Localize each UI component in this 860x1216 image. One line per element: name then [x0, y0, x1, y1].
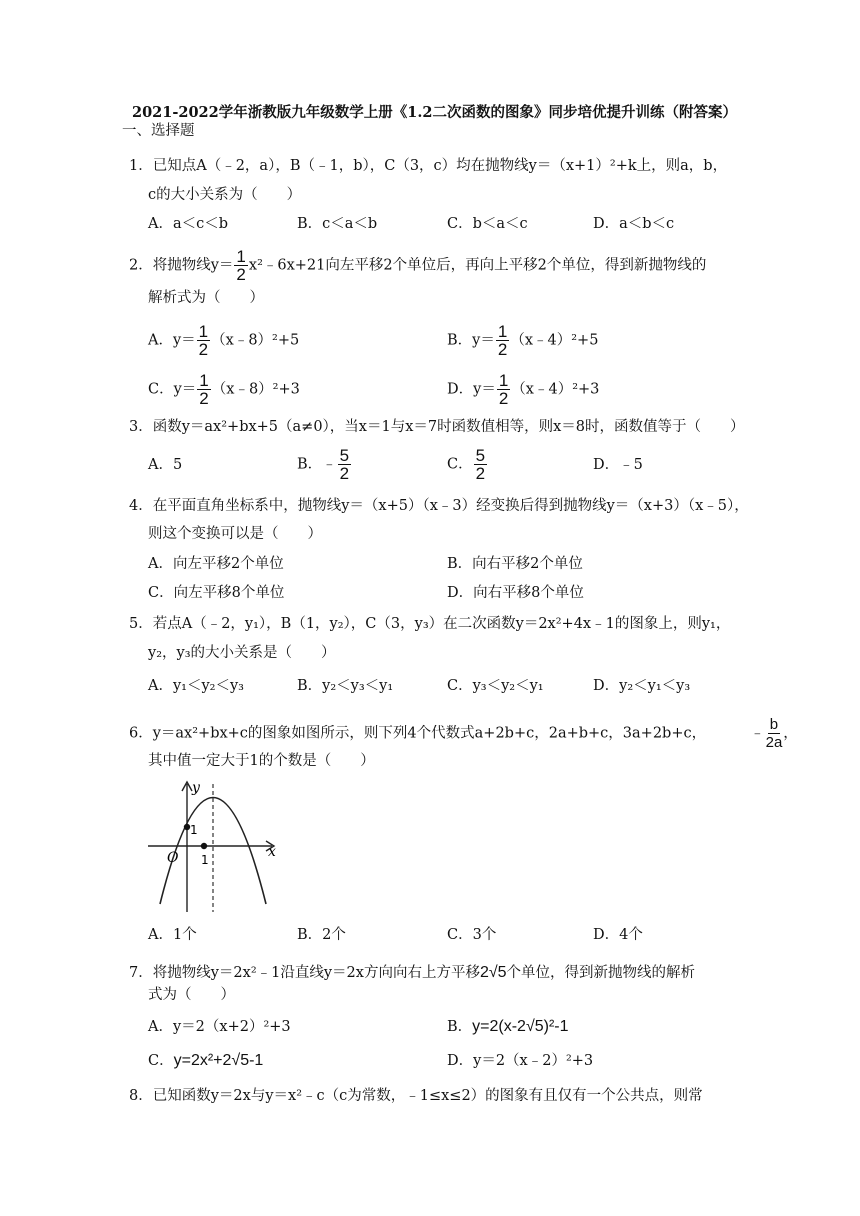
q2-fraction — [234, 248, 247, 283]
option-prefix: C． — [148, 1053, 174, 1069]
question-7-text — [129, 964, 695, 982]
q7-text-pre: 7．将抛物线y＝2x²﹣1沿直线y＝2x方向向右上方平移 — [129, 965, 480, 981]
q6-text-main: 6．y＝ax²+bx+c的图象如图所示，则下列4个代数式a+2b+c，2a+b+c，3a+2b+c， — [129, 725, 707, 742]
option-prefix: B． — [447, 1019, 473, 1035]
q6-fraction — [766, 716, 783, 751]
fraction-numerator: 5 — [339, 446, 350, 465]
question-5-text: 5．若点A（﹣2，y₁），B（1，y₂），C（3，y₃）在二次函数y＝2x²+4x﹣1的图象上，则y₁， — [129, 616, 731, 632]
question-6-text — [129, 716, 798, 751]
option-prefix: C．y＝ — [148, 381, 197, 398]
option-suffix: （x﹣8）²+5 — [211, 332, 300, 349]
q7-option-d: D．y＝2（x﹣2）²+3 — [447, 1053, 594, 1069]
q1-option-d: D．a＜b＜c — [593, 216, 675, 232]
section-heading: 一、选择题 — [122, 123, 195, 139]
q5-option-a: A．y₁＜y₂＜y₃ — [148, 678, 244, 694]
q7-formula: 2√5 — [479, 964, 507, 981]
question-7-text-cont: 式为（ ） — [148, 987, 235, 1003]
q7-option-a: A．y＝2（x+2）²+3 — [148, 1019, 291, 1035]
q4-option-c: C．向左平移8个单位 — [148, 585, 285, 601]
q7-option-c — [148, 1052, 263, 1070]
fraction — [197, 323, 210, 358]
q5-option-b: B．y₂＜y₃＜y₁ — [297, 678, 394, 694]
parabola-figure — [140, 776, 290, 918]
point-y-label: 1 — [190, 823, 198, 837]
fraction-denominator: 2 — [475, 464, 486, 483]
question-1-text-cont: c的大小关系为（ ） — [148, 187, 302, 203]
option-suffix: （x﹣8）²+3 — [211, 381, 300, 398]
point-x-label: 1 — [201, 853, 209, 867]
question-4-text: 4．在平面直角坐标系中，抛物线y＝（x+5）（x﹣3）经变换后得到抛物线y＝（x+3）（x﹣5）， — [129, 498, 749, 514]
fraction — [497, 372, 510, 407]
question-4-text-cont: 则这个变换可以是（ ） — [148, 526, 322, 542]
fraction-denominator: 2 — [339, 464, 350, 483]
q7-text-post: 个单位，得到新抛物线的解析 — [506, 965, 696, 981]
origin-label: O — [167, 850, 179, 866]
option-suffix: （x﹣4）²+3 — [511, 381, 600, 398]
q7-option-b-formula: y=2(x-2√5)²-1 — [472, 1018, 569, 1035]
q6-option-b: B．2个 — [297, 927, 346, 943]
fraction-numerator: 1 — [498, 371, 509, 390]
fraction-numerator: 1 — [199, 371, 209, 390]
fraction — [338, 447, 351, 482]
q6-frac-comma: ， — [783, 725, 798, 742]
q7-option-c-formula: y=2x²+2√5-1 — [173, 1052, 264, 1069]
q6-option-a: A．1个 — [148, 927, 197, 943]
q3-option-a: A．5 — [148, 457, 183, 473]
question-3-text: 3．函数y＝ax²+bx+5（a≠0），当x＝1与x＝7时函数值相等，则x＝8时，函数值等于（ ） — [129, 419, 745, 435]
q6-option-c: C．3个 — [447, 927, 497, 943]
q6-option-d: D．4个 — [593, 927, 643, 943]
x-axis-label: x — [268, 844, 276, 860]
q5-option-c: C．y₃＜y₂＜y₁ — [447, 678, 544, 694]
fraction-numerator: 1 — [497, 322, 508, 341]
q2-text-post: x²﹣6x+21向左平移2个单位后，再向上平移2个单位，得到新抛物线的 — [248, 257, 707, 274]
question-8-text: 8．已知函数y＝2x与y＝x²﹣c（c为常数，﹣1≤x≤2）的图象有且仅有一个公共点，则常 — [129, 1088, 703, 1104]
q1-option-a: A．a＜c＜b — [148, 216, 229, 232]
fraction — [197, 372, 210, 407]
x-point — [201, 843, 207, 849]
fraction-numerator: 1 — [198, 322, 209, 341]
q5-option-d: D．y₂＜y₁＜y₃ — [593, 678, 691, 694]
question-1-text: 1．已知点A（﹣2，a），B（﹣1，b），C（3，c）均在抛物线y＝（x+1）²+k上，则a，b， — [129, 158, 728, 174]
question-6-text-cont: 其中值一定大于1的个数是（ ） — [148, 753, 375, 769]
fraction-denominator: 2 — [236, 265, 246, 284]
option-prefix: B．y＝ — [447, 332, 495, 349]
option-prefix: C． — [447, 456, 473, 473]
fraction-denominator: 2 — [497, 340, 508, 359]
option-prefix: A．y＝ — [148, 332, 196, 349]
q4-option-b: B．向右平移2个单位 — [447, 556, 583, 572]
q2-text-pre: 2．将抛物线y＝ — [129, 257, 234, 274]
q2-option-c — [148, 372, 300, 407]
q6-frac-sign: ﹣ — [750, 725, 765, 742]
option-prefix: B．﹣ — [297, 456, 337, 473]
q1-option-b: B．c＜a＜b — [297, 216, 378, 232]
fraction-denominator: 2 — [498, 389, 509, 408]
fraction-numerator: 5 — [475, 446, 486, 465]
fraction-denominator: 2 — [199, 389, 209, 408]
fraction-numerator: b — [769, 716, 779, 733]
question-5-text-cont: y₂，y₃的大小关系是（ ） — [148, 645, 336, 661]
q2-option-a — [148, 323, 299, 358]
q3-option-b — [297, 447, 352, 482]
q3-option-c — [447, 447, 488, 482]
q4-option-d: D．向右平移8个单位 — [447, 585, 584, 601]
q7-option-b — [447, 1018, 569, 1036]
document-title: 2021-2022学年浙教版九年级数学上册《1.2二次函数的图象》同步培优提升训练（附答案） — [132, 104, 737, 121]
fraction-denominator: 2a — [765, 734, 783, 751]
q4-option-a: A．向左平移2个单位 — [148, 556, 284, 572]
fraction — [474, 447, 487, 482]
fraction-denominator: 2 — [198, 340, 209, 359]
y-axis-label: y — [192, 780, 200, 796]
option-prefix: D．y＝ — [447, 381, 496, 398]
question-2-text-cont: 解析式为（ ） — [148, 290, 264, 306]
q2-option-b — [447, 323, 598, 358]
fraction — [496, 323, 509, 358]
q3-option-d: D．﹣5 — [593, 457, 643, 473]
fraction-numerator: 1 — [236, 247, 246, 266]
question-2-text — [129, 248, 706, 283]
q1-option-c: C．b＜a＜c — [447, 216, 528, 232]
option-suffix: （x﹣4）²+5 — [510, 332, 599, 349]
q2-option-d — [447, 372, 599, 407]
